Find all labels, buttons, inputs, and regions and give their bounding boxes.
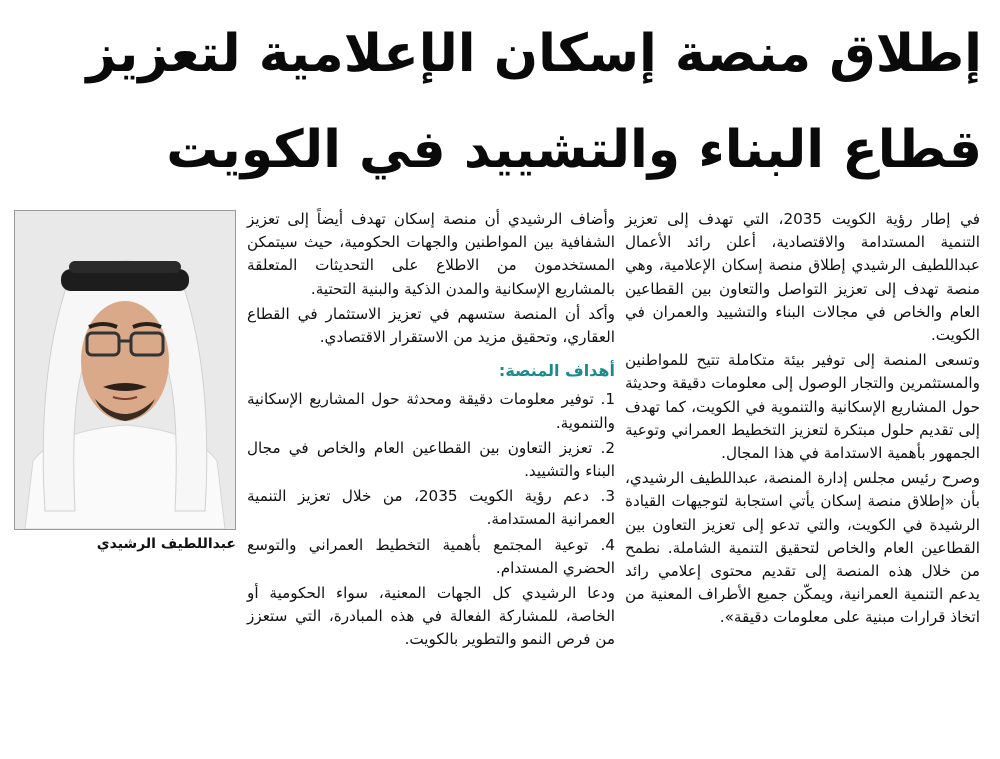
paragraph: في إطار رؤية الكويت 2035، التي تهدف إلى تعزيز التنمية المستدامة والاقتصادية، أعلن رائد الأعمال عبداللطيف الرشيدي إطلاق منصة إسكان الإعلامية، وهي منصة تهدف إلى تعزيز التواصل والتعاون بين القطاعين العام والخاص في مجالات البناء والتشييد والعمران في الكويت. — [625, 210, 980, 345]
portrait-photo — [14, 210, 236, 530]
portrait-illustration — [15, 211, 235, 529]
paragraph: وأكد أن المنصة ستسهم في تعزيز الاستثمار في القطاع العقاري، وتحقيق مزيد من الاستقرار الاقتصادي. — [247, 304, 615, 347]
paragraph: وتسعى المنصة إلى توفير بيئة متكاملة تتيح للمواطنين والمستثمرين والتجار الوصول إلى معلومات دقيقة وحديثة حول المشاريع الإسكانية والتنموية في الكويت، كما تهدف إلى تقديم حلول مبتكرة لتعزيز التخطيط العمراني وتوعية الجمهور بأهمية الاستدامة في هذا المجال. — [625, 351, 980, 463]
goal-item: 3. دعم رؤية الكويت 2035، من خلال تعزيز التنمية العمرانية المستدامة. — [247, 487, 615, 529]
article-headline: إطلاق منصة إسكان الإعلامية لتعزيز قطاع البناء والتشييد في الكويت — [86, 24, 982, 180]
goal-item: 2. تعزيز التعاون بين القطاعين العام والخاص في مجال البناء والتشييد. — [247, 438, 615, 481]
article-column-middle — [247, 208, 615, 654]
paragraph: ودعا الرشيدي كل الجهات المعنية، سواء الحكومية أو الخاصة، للمشاركة الفعالة في هذه المبادرة، التي ستعزز من فرص النمو والتطوير بالكويت. — [247, 584, 615, 649]
goals-heading: أهداف المنصة: — [498, 361, 615, 381]
paragraph: وصرح رئيس مجلس إدارة المنصة، عبداللطيف الرشيدي، بأن «إطلاق منصة إسكان يأتي استجابة لتوجيهات القيادة الرشيدة في الكويت، والتي تدعو إلى تعزيز التعاون بين القطاعين العام والخاص لتحقيق التنمية الشاملة. نطمح من خلال هذه المنصة إلى تقديم محتوى إعلامي رائد يدعم التنمية العمرانية، ويمكّن جميع الأطراف المعنية من اتخاذ قرارات مبنية على معلومات دقيقة». — [625, 469, 980, 627]
photo-caption: عبداللطيف الرشيدي — [96, 536, 236, 552]
goal-item: 1. توفير معلومات دقيقة ومحدثة حول المشاريع الإسكانية والتنموية. — [247, 390, 615, 432]
paragraph: وأضاف الرشيدي أن منصة إسكان تهدف أيضاً إلى تعزيز الشفافية بين المواطنين والجهات الحكومية، حيث سيتمكن المستخدمون من الاطلاع على التحديثات المتعلقة بالمشاريع الإسكانية والمدن الذكية والبنية التحتية. — [247, 210, 615, 298]
goal-item: 4. توعية المجتمع بأهمية التخطيط العمراني والتوسع الحضري المستدام. — [247, 535, 615, 577]
article-column-right — [625, 208, 980, 632]
